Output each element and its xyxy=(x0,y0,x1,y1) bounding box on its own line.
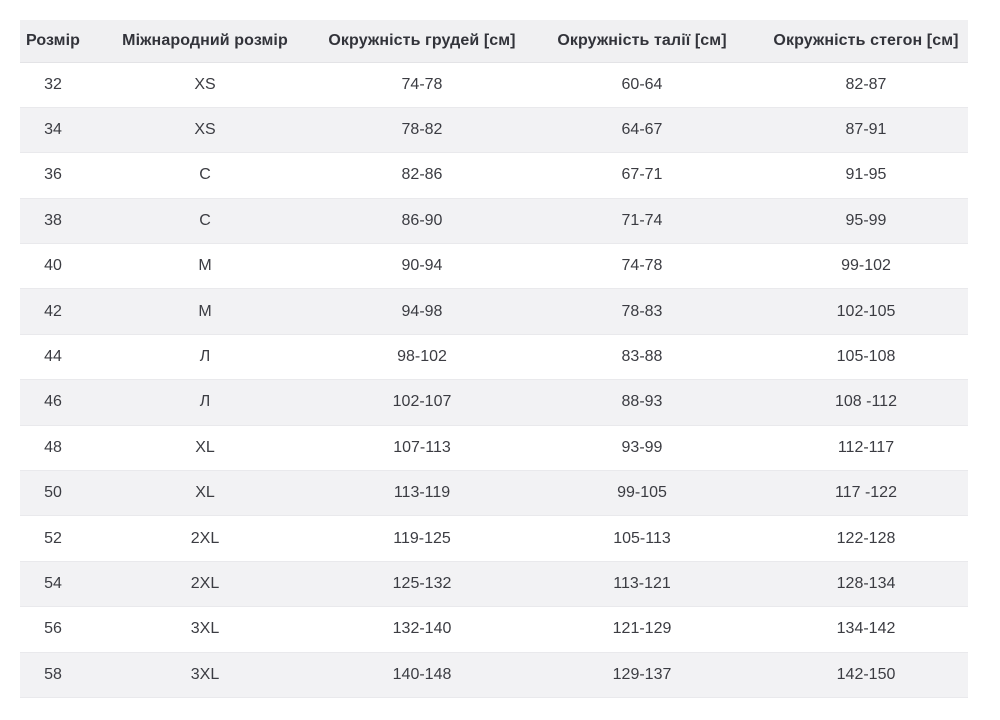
table-row xyxy=(20,561,968,606)
table-cell: 105-108 xyxy=(764,334,968,379)
table-cell: 112-117 xyxy=(764,425,968,470)
table-cell: 82-87 xyxy=(764,62,968,107)
table-cell: 119-125 xyxy=(324,516,520,561)
table-body xyxy=(20,62,968,697)
table-cell: 134-142 xyxy=(764,607,968,652)
table-cell: 2XL xyxy=(86,561,324,606)
table-cell: 2XL xyxy=(86,516,324,561)
table-cell: 142-150 xyxy=(764,652,968,697)
table-cell: 94-98 xyxy=(324,289,520,334)
table-cell: XS xyxy=(86,62,324,107)
table-cell: 128-134 xyxy=(764,561,968,606)
table-cell: XS xyxy=(86,107,324,152)
table-row xyxy=(20,516,968,561)
table-cell: 71-74 xyxy=(520,198,764,243)
size-chart-table xyxy=(20,20,968,698)
table-cell: 95-99 xyxy=(764,198,968,243)
table-row xyxy=(20,334,968,379)
table-cell: 34 xyxy=(20,107,86,152)
table-row xyxy=(20,380,968,425)
table-cell: 40 xyxy=(20,244,86,289)
column-header: Розмір xyxy=(20,20,86,62)
table-cell: 52 xyxy=(20,516,86,561)
table-cell: 129-137 xyxy=(520,652,764,697)
table-cell: М xyxy=(86,289,324,334)
table-cell: 99-102 xyxy=(764,244,968,289)
table-cell: 42 xyxy=(20,289,86,334)
table-cell: 107-113 xyxy=(324,425,520,470)
table-cell: Л xyxy=(86,380,324,425)
table-cell: 140-148 xyxy=(324,652,520,697)
table-cell: 93-99 xyxy=(520,425,764,470)
table-cell: 38 xyxy=(20,198,86,243)
table-cell: М xyxy=(86,244,324,289)
table-cell: 98-102 xyxy=(324,334,520,379)
table-cell: С xyxy=(86,153,324,198)
table-row xyxy=(20,607,968,652)
table-cell: 44 xyxy=(20,334,86,379)
table-row xyxy=(20,244,968,289)
table-cell: 56 xyxy=(20,607,86,652)
table-cell: 117 -122 xyxy=(764,471,968,516)
table-cell: XL xyxy=(86,425,324,470)
column-header: Окружність стегон [см] xyxy=(764,20,968,62)
table-cell: 83-88 xyxy=(520,334,764,379)
table-cell: 105-113 xyxy=(520,516,764,561)
table-cell: 3XL xyxy=(86,652,324,697)
table-cell: 48 xyxy=(20,425,86,470)
table-header-row xyxy=(20,20,968,62)
table-cell: 74-78 xyxy=(324,62,520,107)
column-header: Окружність грудей [см] xyxy=(324,20,520,62)
table-cell: 46 xyxy=(20,380,86,425)
table-cell: 121-129 xyxy=(520,607,764,652)
table-row xyxy=(20,471,968,516)
table-cell: 122-128 xyxy=(764,516,968,561)
table-cell: 125-132 xyxy=(324,561,520,606)
table-cell: 54 xyxy=(20,561,86,606)
table-cell: 87-91 xyxy=(764,107,968,152)
table-cell: 58 xyxy=(20,652,86,697)
table-cell: 108 -112 xyxy=(764,380,968,425)
table-cell: 32 xyxy=(20,62,86,107)
table-row xyxy=(20,289,968,334)
table-cell: 102-107 xyxy=(324,380,520,425)
table-cell: 64-67 xyxy=(520,107,764,152)
table-row xyxy=(20,198,968,243)
table-cell: 91-95 xyxy=(764,153,968,198)
table-cell: 67-71 xyxy=(520,153,764,198)
table-cell: 78-83 xyxy=(520,289,764,334)
table-cell: 78-82 xyxy=(324,107,520,152)
table-cell: 102-105 xyxy=(764,289,968,334)
table-cell: 86-90 xyxy=(324,198,520,243)
table-cell: 82-86 xyxy=(324,153,520,198)
table-cell: 88-93 xyxy=(520,380,764,425)
table-cell: XL xyxy=(86,471,324,516)
table-cell: 99-105 xyxy=(520,471,764,516)
table-cell: 113-121 xyxy=(520,561,764,606)
table-cell: 36 xyxy=(20,153,86,198)
table-cell: 113-119 xyxy=(324,471,520,516)
column-header: Окружність талії [см] xyxy=(520,20,764,62)
table-cell: С xyxy=(86,198,324,243)
column-header: Міжнародний розмір xyxy=(86,20,324,62)
table-row xyxy=(20,153,968,198)
table-cell: 74-78 xyxy=(520,244,764,289)
table-header xyxy=(20,20,968,62)
table-cell: 50 xyxy=(20,471,86,516)
table-cell: 3XL xyxy=(86,607,324,652)
table-row xyxy=(20,425,968,470)
table-cell: 90-94 xyxy=(324,244,520,289)
table-cell: 132-140 xyxy=(324,607,520,652)
table-row xyxy=(20,652,968,697)
table-cell: Л xyxy=(86,334,324,379)
table-cell: 60-64 xyxy=(520,62,764,107)
table-row xyxy=(20,62,968,107)
table-row xyxy=(20,107,968,152)
